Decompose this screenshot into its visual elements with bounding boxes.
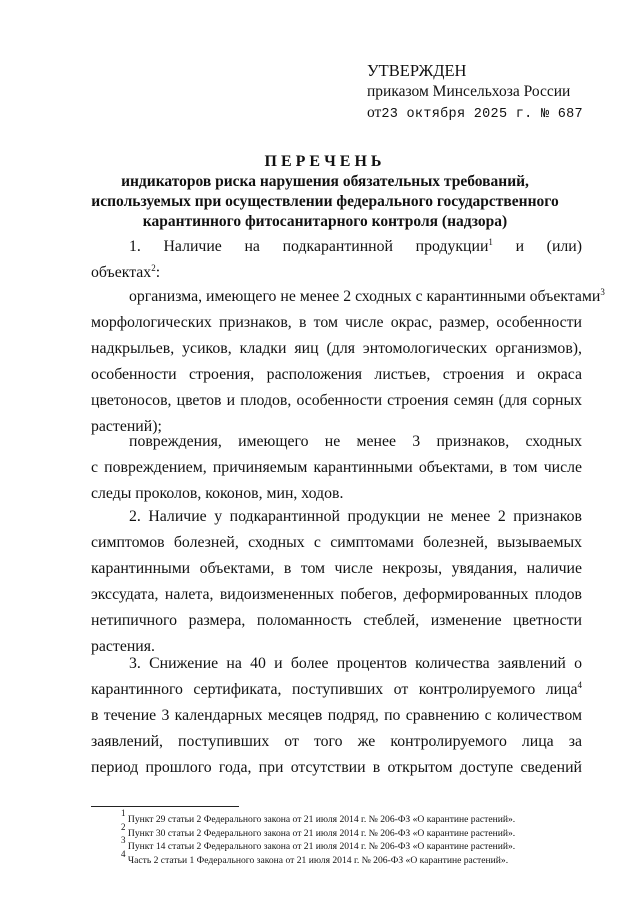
footnote-ref: 4 [577, 680, 582, 690]
item-2-line-4: экссудата, налета, видоизмененных побегов, деформированных плодов [91, 586, 582, 603]
footnote-number: 3 [121, 835, 126, 845]
footnote-divider [91, 806, 239, 807]
item-1-line-1 [91, 234, 582, 260]
document-title [60, 152, 590, 232]
organism-line-1 [91, 284, 605, 310]
item-1-text-b: и (или) [515, 238, 582, 255]
item-3-line-1: 3. Снижение на 40 и более процентов количества заявлений о [129, 655, 582, 672]
organism-line-6: растений); [91, 418, 162, 435]
paragraph-item-1-damage [91, 429, 582, 507]
approval-stamp [367, 60, 583, 125]
title-line-3: используемых при осуществлении федерального государственного [91, 193, 559, 210]
damage-line-3: следы проколов, коконов, мин, ходов. [91, 485, 344, 502]
paragraph-item-1-organism [91, 284, 605, 440]
footnote-number: 1 [121, 808, 126, 818]
paragraph-item-1 [91, 234, 582, 286]
footnote-text: Пункт 29 статьи 2 Федерального закона от 21 июля 2014 г. № 206-ФЗ «О карантине растений». [125, 814, 516, 825]
item-3-line-4: заявлений, поступивших от того же контролируемого лица за [91, 733, 582, 750]
damage-line-2: с повреждением, причиняемым карантинными объектами, в том числе [91, 459, 582, 476]
footnote-ref: 2 [151, 263, 156, 273]
footnote-3 [121, 835, 516, 854]
organism-text: организма, имеющего не менее 2 сходных с карантинными объектами [129, 288, 601, 305]
item-3-line-2 [91, 677, 582, 703]
item-2-line-2: симптомов болезней, сходных с симптомами болезней, вызываемых [91, 534, 582, 551]
item-3-line-3: в течение 3 календарных месяцев подряд, по сравнению с количеством [91, 707, 582, 724]
item-1-text-a: 1. Наличие на подкарантинной продукции [129, 238, 489, 255]
item-1-text-c: объектах [91, 264, 152, 281]
footnote-number: 2 [121, 821, 126, 832]
item-1-line-2 [91, 260, 582, 286]
title-line-4: карантинного фитосанитарного контроля (надзора) [142, 213, 508, 230]
footnote-1 [121, 808, 516, 827]
approval-date-value: 23 октября 2025 г. № 687 [381, 107, 583, 122]
footnote-text: Пункт 14 статьи 2 Федерального закона от 21 июля 2014 г. № 206-ФЗ «О карантине растений». [125, 841, 516, 852]
item-2-line-1: 2. Наличие у подкарантинной продукции не менее 2 признаков [129, 508, 582, 525]
item-3-line-5: период прошлого года, при отсутствии в открытом доступе сведений [91, 759, 582, 776]
footnote-text: Пункт 30 статьи 2 Федерального закона от 21 июля 2014 г. № 206-ФЗ «О карантине растений». [125, 827, 516, 839]
footnote-2 [121, 821, 516, 841]
approval-date [367, 102, 583, 125]
organism-line-5: цветоносов, цветов и плодов, особенности строения семян (для сорных [91, 392, 582, 409]
item-3-text: карантинного сертификата, поступивших от контролируемого лица [91, 681, 578, 698]
approval-title: УТВЕРЖДЕН [367, 61, 467, 80]
footnote-ref: 1 [488, 237, 493, 247]
footnote-ref: 3 [600, 287, 605, 297]
footnotes [121, 808, 516, 867]
paragraph-item-3 [91, 651, 582, 781]
footnote-number: 4 [121, 848, 126, 859]
footnote-text: Часть 2 статьи 1 Федерального закона от 21 июля 2014 г. № 206-ФЗ «О карантине растений». [125, 854, 509, 866]
organism-line-2: морфологических признаков, в том числе окрас, размер, особенности [91, 314, 582, 331]
footnote-4 [121, 848, 515, 868]
approval-order: приказом Минсельхоза России [367, 83, 571, 100]
paragraph-item-2 [91, 504, 582, 660]
item-1-text-d: : [155, 264, 161, 281]
title-main: ПЕРЕЧЕНЬ [264, 153, 386, 170]
title-line-2: индикаторов риска нарушения обязательных требований, [121, 173, 529, 190]
item-2-line-6: растения. [91, 638, 155, 655]
damage-line-1: повреждения, имеющего не менее 3 признаков, сходных [129, 433, 582, 450]
organism-line-3: надкрыльев, усиков, кладки яиц (для энтомологических организмов), [91, 340, 582, 357]
item-2-line-5: нетипичного размера, поломанность стеблей, изменение цветности [91, 612, 582, 629]
organism-line-4: особенности строения, расположения листьев, строения и окраса [91, 366, 582, 383]
item-2-line-3: карантинными объектами, в том числе некрозы, увядания, наличие [91, 560, 582, 577]
approval-date-prefix: от [367, 104, 382, 121]
